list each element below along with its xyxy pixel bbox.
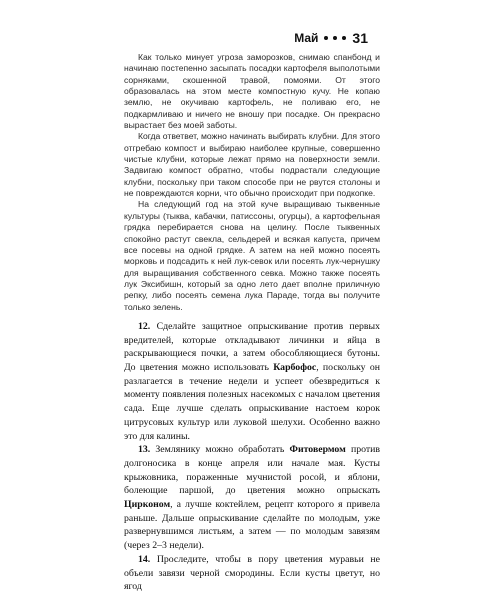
item-12-number: 12. [138, 320, 151, 332]
paragraph-1: Как только минует угроза заморозков, снимаю спанбонд и начинаю постепенно засыпать посадки картофеля выполотыми сорняками, скошенной травой, помоями. От этого образовалась на этом месте компостную кучу. Не копаю землю, не окучиваю картофель, не поливаю его, не подкармливаю и ничего не вношу при посадке. Он прекрасно вырастает без моей заботы. [124, 52, 380, 131]
item-14-text-a: Проследите, чтобы в пору цветения муравьи не объели завязи черной смородины. Если кусты цветут, но ягод [124, 553, 381, 593]
page-body [124, 52, 380, 594]
item-14-number: 14. [138, 553, 151, 565]
item-12-product: Карбофос [273, 362, 317, 374]
item-12-text-a: Сделайте защитное опрыскивание против первых вредителей, которые откладывают личинки и яйца в раскрывающиеся почки, а затем обособляющиеся бутоны. До цветения можно использовать [124, 320, 380, 374]
page-number: 31 [352, 30, 368, 46]
month-label: Май [294, 31, 319, 45]
item-13-text-d: , а лучше коктейлем, рецепт которого я привела раньше. Дальше опрыскивание сделайте по молодым, уже развернувшимся листьям, а затем — по молодым завязям (через 2–3 недели). [124, 499, 380, 552]
paragraph-3: На следующий год на этой куче выращиваю тыквенные культуры (тыква, кабачки, патиссоны, огурцы), а картофельная грядка перебирается снова на целину. После тыквенных спокойно растут свекла, сельдерей и всякая капуста, причем все посевы на одной грядке. А затем на ней можно посеять морковь и подсадить к ней лук-севок или посеять лук-чернушку для выращивания собственного севка. Можно также посеять лук Эксибишн, который за одно лето дает вполне приличную репку, либо посеять семена лука Параде, тогда вы получите только зелень. [124, 199, 380, 312]
dot-icon [342, 36, 346, 40]
header-dots [324, 36, 346, 40]
item-12-text-c: , поскольку он разлагается в течение недели и успеет обезвредиться к моменту появления полезных насекомых с началом цветения сада. Еще лучше сделать опрыскивание настоем корок цитрусовых культур или луковой шелухи. Особенно важно это для калины. [124, 362, 380, 442]
dot-icon [333, 36, 337, 40]
item-13-number: 13. [138, 444, 151, 456]
dot-icon [324, 36, 328, 40]
item-14 [124, 553, 380, 594]
item-13-text-a: Землянику можно обработать [155, 444, 285, 456]
paragraph-2: Когда ответвет, можно начинать выбирать клубни. Для этого отгребаю компост и выбираю наиболее крупные, совершенно чистые клубни, которые лежат прямо на поверхности земли. Задвигаю компост обратно, чтобы подрастали следующие клубни, поскольку при таком способе при не рвутся столоны и не повреждаются корни, что обычно происходит при подкопке. [124, 131, 380, 199]
item-13-text-c: против долгоносика в конце апреля или начале мая. Кусты крыжовника, пораженные мучнистой росой, и яблони, болеющие паршой, до цветения можно опрыскать [124, 444, 381, 497]
spacer [124, 313, 380, 320]
running-header [294, 30, 368, 46]
item-13-product-2: Цирконом [124, 499, 171, 511]
item-13 [124, 443, 380, 553]
item-12 [124, 320, 380, 443]
item-13-product-1: Фитовермом [289, 444, 346, 456]
